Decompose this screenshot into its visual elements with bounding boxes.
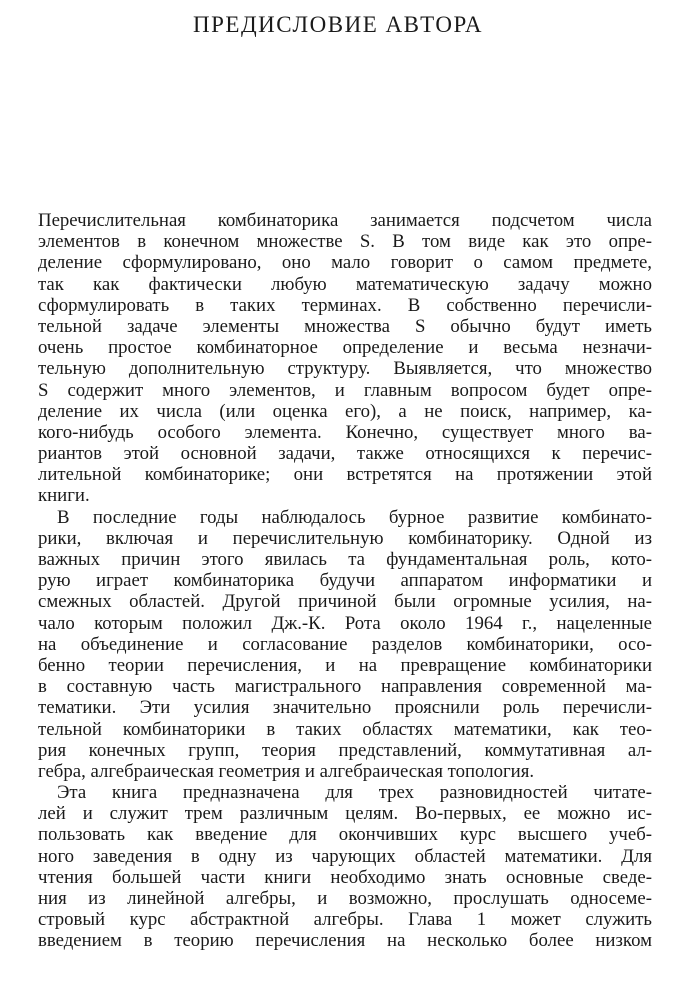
text-line: бенно теории перечисления, и на превращение комбинаторики [38, 654, 652, 676]
chapter-heading: ПРЕДИСЛОВИЕ АВТОРА [193, 12, 483, 37]
text-line: риантов этой основной задачи, также относящихся к перечис- [38, 443, 652, 465]
text-line: кого-нибудь особого элемента. Конечно, существует много ва- [38, 421, 652, 443]
text-line: ного заведения в одну из чарующих областей математики. Для [38, 845, 652, 867]
text-line: ния из линейной алгебры, и возможно, прослушать односеме- [38, 888, 652, 909]
text-line: лительной комбинаторике; они встретятся на протяжении этой [38, 464, 652, 486]
text-line: деление сформулировано, оно мало говорит о самом предмете, [38, 252, 652, 274]
text-line: стровый курс абстрактной алгебры. Глава 1 может служить [38, 909, 652, 931]
text-line: тельную дополнительную структуру. Выявляется, что множество [38, 358, 652, 380]
text-line: важных причин этого явилась та фундаментальная роль, кото- [38, 549, 652, 570]
text-line: рики, включая и перечислительную комбинаторику. Одной из [38, 527, 652, 549]
text-line: рую играет комбинаторика будучи аппаратом информатики и [38, 570, 652, 592]
text-line: тельной задаче элементы множества S обычно будут иметь [38, 315, 652, 337]
text-line: в составную часть магистрального направления современной ма- [38, 676, 652, 698]
text-line: книги. [38, 485, 90, 507]
text-line: гебра, алгебраическая геометрия и алгебраическая топология. [38, 760, 535, 782]
body-text [38, 210, 652, 952]
text-line: очень простое комбинаторное определение и весьма незначи- [38, 337, 652, 359]
text-line: смежных областей. Другой причиной были огромные усилия, на- [38, 591, 652, 613]
text-line: чтения большей части книги необходимо знать основные сведе- [38, 866, 652, 888]
text-line: тематики. Эти усилия значительно прояснили роль перечисли- [38, 697, 652, 719]
text-line: на объединение и согласование разделов комбинаторики, осо- [38, 633, 652, 655]
text-line: так как фактически любую математическую задачу можно [38, 273, 652, 295]
text-line: элементов в конечном множестве S. В том виде как это опре- [38, 231, 652, 253]
text-line: сформулировать в таких терминах. В собственно перечисли- [38, 294, 652, 316]
text-line: чало которым положил Дж.-К. Рота около 1964 г., нацеленные [38, 612, 652, 634]
text-line: Перечислительная комбинаторика занимается подсчетом числа [38, 210, 652, 231]
text-line: S содержит много элементов, и главным вопросом будет опре- [38, 379, 652, 401]
text-line: введением в теорию перечисления на несколько более низком [38, 930, 652, 952]
text-line: В последние годы наблюдалось бурное развитие комбинато- [57, 506, 652, 528]
text-line: рия конечных групп, теория представлений, коммутативная ал- [38, 739, 652, 761]
text-line: Эта книга предназначена для трех разновидностей читате- [57, 782, 652, 804]
text-line: деление их числа (или оценка его), а не поиск, например, ка- [38, 400, 652, 422]
text-line: тельной комбинаторики в таких областях математики, как тео- [38, 718, 652, 740]
text-line: пользовать как введение для окончивших курс высшего учеб- [38, 824, 652, 846]
text-line: лей и служит трем различным целям. Во-первых, ее можно ис- [38, 803, 652, 825]
